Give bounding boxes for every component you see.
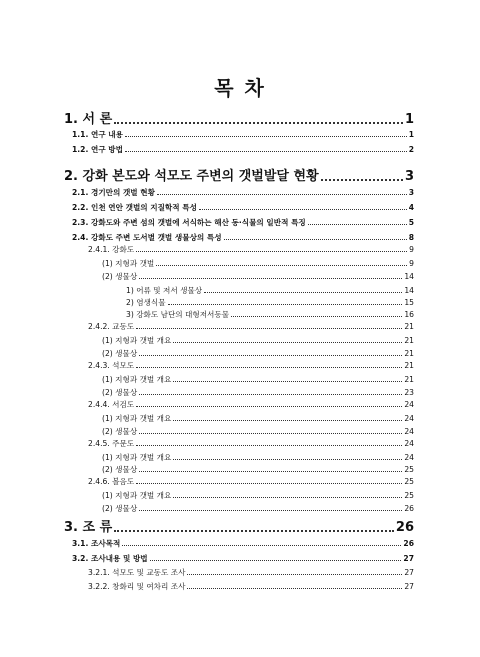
toc-leader-dots [173, 459, 402, 460]
toc-entry-label: 1.2. 연구 방법 [72, 145, 123, 154]
toc-entry-label: 3.2.2. 창화리 및 여차리 조사 [88, 582, 186, 591]
toc-leader-dots [321, 179, 403, 181]
toc-entry-page: 26 [404, 504, 414, 513]
toc-leader-dots [308, 224, 407, 225]
toc-entry-page: 2 [408, 145, 414, 154]
toc-entry-page: 24 [404, 400, 414, 409]
toc-entry-label: 3) 강화도 남단의 대형저서동물 [126, 310, 230, 319]
toc-entry-page: 1 [404, 112, 414, 127]
toc-entry-label: 3. 조 류 [64, 520, 113, 535]
toc-leader-dots [139, 394, 402, 395]
toc-entry-label: 3.1. 조사목적 [72, 539, 121, 548]
toc-leader-dots [156, 265, 407, 266]
toc-entry-page: 21 [404, 361, 414, 370]
toc-entry-label: (1) 지형과 갯벌 개요 [102, 491, 172, 500]
toc-entry-label: 2.4.4. 서검도 [88, 400, 135, 409]
toc-entry-page: 26 [403, 539, 414, 548]
toc-leader-dots [136, 483, 402, 484]
toc-leader-dots [136, 406, 402, 407]
toc-entry-label: (1) 지형과 갯벌 [102, 259, 155, 268]
toc-entry-page: 24 [404, 427, 414, 436]
toc-entry-page: 9 [409, 259, 414, 268]
toc-entry-label: 1.1. 연구 내용 [72, 130, 123, 139]
toc-entry-page: 25 [404, 477, 414, 486]
toc-leader-dots [114, 122, 403, 124]
toc-entry [72, 204, 414, 212]
toc-entry-page: 5 [408, 218, 414, 227]
toc-entry-page: 21 [404, 322, 414, 331]
toc-entry-page: 3 [404, 169, 414, 184]
toc-entry-label: 1. 서 론 [64, 112, 113, 127]
toc-leader-dots [173, 381, 402, 382]
toc-leader-dots [114, 530, 394, 532]
toc-entry-label: 2.4.6. 볼음도 [88, 477, 135, 486]
toc-entry [126, 311, 414, 319]
toc-entry-page: 16 [404, 310, 414, 319]
toc-entry [102, 505, 414, 513]
toc-leader-dots [139, 510, 402, 511]
toc-leader-dots [139, 471, 402, 472]
toc-entry-page: 21 [404, 336, 414, 345]
toc-entry-page: 27 [404, 568, 414, 577]
toc-entry-page: 27 [404, 582, 414, 591]
toc-entry [72, 555, 414, 563]
toc-entry-page: 24 [404, 453, 414, 462]
toc-entry [102, 337, 414, 345]
toc-entry [102, 273, 414, 281]
toc-entry-page: 21 [404, 375, 414, 384]
toc-entry-page: 25 [404, 491, 414, 500]
toc-leader-dots [150, 560, 402, 561]
toc-entry [88, 569, 414, 577]
toc-entry [88, 362, 414, 370]
toc-entry [88, 583, 414, 591]
toc-entry [72, 234, 414, 242]
toc-entry [72, 131, 414, 139]
toc-entry-label: (1) 지형과 갯벌 개요 [102, 336, 172, 345]
toc-entry [72, 219, 414, 227]
toc-entry [102, 260, 414, 268]
toc-entry-label: (1) 지형과 갯벌 개요 [102, 414, 172, 423]
toc-entry-label: (2) 생물상 [102, 465, 138, 474]
toc-leader-dots [136, 328, 402, 329]
toc-entry [102, 415, 414, 423]
toc-entry [88, 246, 414, 254]
toc-entry-page: 14 [404, 286, 414, 295]
toc-leader-dots [199, 209, 407, 210]
toc-entry-label: 2) 염생식물 [126, 298, 166, 307]
toc-entry [102, 454, 414, 462]
toc-entry [102, 389, 414, 397]
toc-entry-label: (2) 생물상 [102, 504, 138, 513]
toc-leader-dots [157, 194, 407, 195]
toc-entry-label: 2.2. 인천 연안 갯벌의 지질학적 특성 [72, 203, 197, 212]
toc-leader-dots [122, 545, 401, 546]
toc-entry [88, 323, 414, 331]
toc-entry-label: 1) 어류 및 저서 생물상 [126, 286, 203, 295]
toc-entry-page: 25 [404, 465, 414, 474]
toc-entry-page: 24 [404, 439, 414, 448]
toc-entry-label: 2.4. 강화도 주변 도서별 갯벌 생물상의 특성 [72, 233, 222, 242]
toc-entry [72, 146, 414, 154]
toc-leader-dots [173, 342, 402, 343]
toc-entry [64, 170, 414, 183]
toc-entry-page: 26 [395, 520, 414, 535]
toc-entry-label: (2) 생물상 [102, 349, 138, 358]
toc-leader-dots [136, 251, 407, 252]
toc-leader-dots [125, 151, 407, 152]
toc-entry-label: 2.1. 경기만의 갯벌 현황 [72, 188, 155, 197]
toc-leader-dots [204, 292, 402, 293]
toc-title: 목 차 [214, 76, 266, 100]
toc-entry-label: (2) 생물상 [102, 388, 138, 397]
toc-entry-page: 23 [404, 388, 414, 397]
toc-entry [102, 466, 414, 474]
toc-entry-label: 2.3. 강화도와 주변 섬의 갯벌에 서식하는 해산 동·식물의 일반적 특징 [72, 218, 306, 227]
toc-entry [126, 287, 414, 295]
toc-leader-dots [136, 445, 402, 446]
toc-leader-dots [136, 367, 402, 368]
toc-leader-dots [173, 497, 402, 498]
toc-entry [64, 113, 414, 126]
toc-entry-label: (2) 생물상 [102, 427, 138, 436]
toc-entry [72, 540, 414, 548]
toc-entry-label: 2. 강화 본도와 석모도 주변의 갯벌발달 현황 [64, 169, 319, 184]
toc-entry [64, 521, 414, 534]
toc-leader-dots [173, 420, 402, 421]
toc-leader-dots [125, 136, 407, 137]
toc-entry-label: 3.2.1. 석모도 및 교동도 조사 [88, 568, 186, 577]
toc-entry [102, 376, 414, 384]
toc-entry-label: (1) 지형과 갯벌 개요 [102, 453, 172, 462]
toc-entry-page: 8 [408, 233, 414, 242]
toc-entry-page: 9 [409, 245, 414, 254]
toc-leader-dots [187, 574, 402, 575]
toc-entry [102, 428, 414, 436]
toc-leader-dots [231, 316, 402, 317]
toc-entry-page: 14 [404, 272, 414, 281]
toc-entry-label: 2.4.2. 교동도 [88, 322, 135, 331]
toc-entry-label: (1) 지형과 갯벌 개요 [102, 375, 172, 384]
toc-entry [88, 440, 414, 448]
toc-leader-dots [139, 433, 402, 434]
toc-entry [88, 478, 414, 486]
toc-entry [126, 299, 414, 307]
toc-leader-dots [139, 355, 402, 356]
toc-entry-label: (2) 생물상 [102, 272, 138, 281]
toc-entry-page: 4 [408, 203, 414, 212]
toc-entry [88, 401, 414, 409]
toc-entry [72, 189, 414, 197]
toc-entry [102, 350, 414, 358]
toc-leader-dots [187, 588, 402, 589]
toc-entry-label: 2.4.3. 석모도 [88, 361, 135, 370]
toc-leader-dots [168, 304, 403, 305]
toc-entry-label: 3.2. 조사내용 및 방법 [72, 554, 148, 563]
toc-entry-label: 2.4.5. 주문도 [88, 439, 135, 448]
toc-entry [102, 492, 414, 500]
toc-entry-page: 24 [404, 414, 414, 423]
toc-entry-label: 2.4.1. 강화도 [88, 245, 135, 254]
toc-entry-page: 15 [404, 298, 414, 307]
toc-leader-dots [224, 239, 407, 240]
toc-entry-page: 1 [408, 130, 414, 139]
toc-entry-page: 27 [403, 554, 414, 563]
toc-entry-page: 21 [404, 349, 414, 358]
toc-leader-dots [139, 278, 402, 279]
toc-entry-page: 3 [408, 188, 414, 197]
